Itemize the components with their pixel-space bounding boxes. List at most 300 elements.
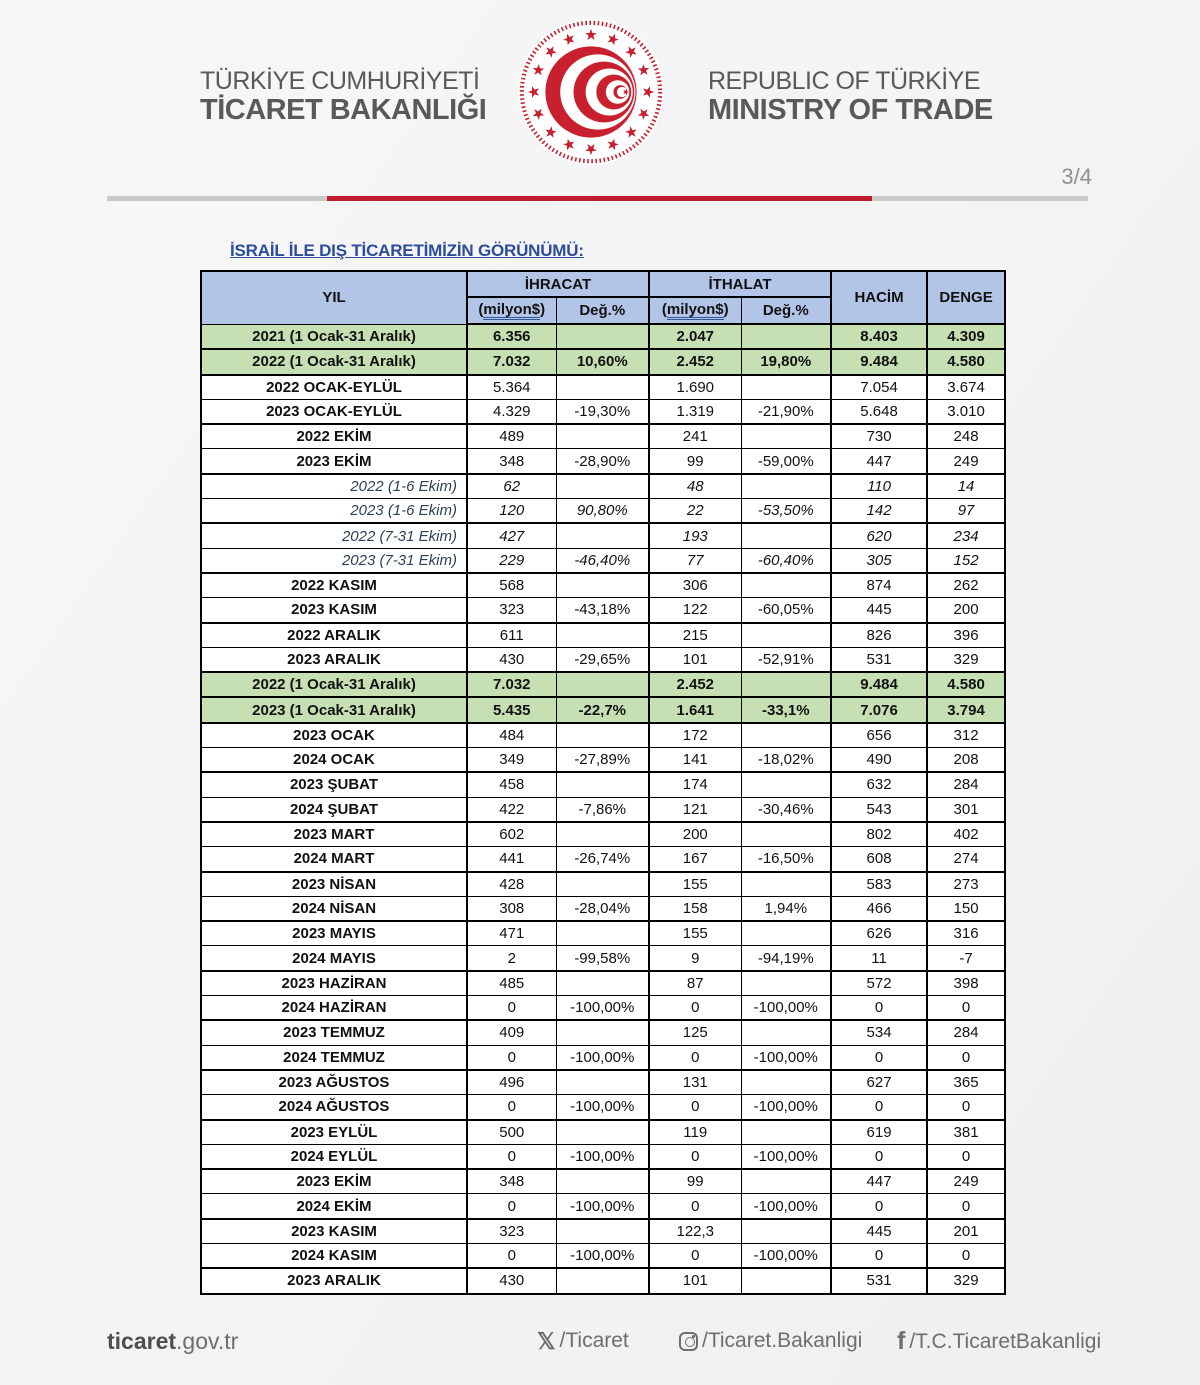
- cell-imports: 48: [649, 474, 741, 499]
- cell-exports-change: -99,58%: [556, 946, 649, 971]
- cell-exports: 323: [467, 598, 556, 623]
- table-row: [201, 723, 1005, 748]
- cell-exports-change: -22,7%: [556, 697, 649, 722]
- table-row: [201, 548, 1005, 573]
- cell-imports-change: [741, 872, 831, 897]
- cell-exports: 4.329: [467, 399, 556, 424]
- cell-exports: 120: [467, 499, 556, 524]
- cell-exports-change: [556, 772, 649, 797]
- cell-exports-change: [556, 822, 649, 847]
- cell-imports-change: -100,00%: [741, 1095, 831, 1120]
- cell-exports: 428: [467, 872, 556, 897]
- cell-imports: 9: [649, 946, 741, 971]
- cell-exports: 2: [467, 946, 556, 971]
- cell-balance: 201: [927, 1219, 1005, 1244]
- cell-period: 2024 MART: [201, 847, 467, 872]
- cell-exports: 0: [467, 1194, 556, 1219]
- cell-period: 2023 OCAK: [201, 723, 467, 748]
- cell-period: 2023 AĞUSTOS: [201, 1070, 467, 1095]
- cell-balance: 273: [927, 872, 1005, 897]
- cell-exports-change: -43,18%: [556, 598, 649, 623]
- instagram-handle-text: /Ticaret.Bakanligi: [702, 1329, 863, 1352]
- cell-imports-change: [741, 822, 831, 847]
- cell-period: 2022 (1 Ocak-31 Aralık): [201, 672, 467, 697]
- cell-period: 2024 AĞUSTOS: [201, 1095, 467, 1120]
- table-row: [201, 623, 1005, 648]
- table-row: [201, 647, 1005, 672]
- cell-exports: 229: [467, 548, 556, 573]
- cell-imports: 167: [649, 847, 741, 872]
- cell-balance: 0: [927, 996, 1005, 1021]
- cell-exports: 568: [467, 573, 556, 598]
- cell-imports-change: [741, 623, 831, 648]
- cell-volume: 0: [831, 996, 927, 1021]
- cell-volume: 656: [831, 723, 927, 748]
- cell-volume: 626: [831, 921, 927, 946]
- table-row: [201, 847, 1005, 872]
- cell-exports: 0: [467, 1045, 556, 1070]
- table-row: [201, 921, 1005, 946]
- cell-imports-change: -21,90%: [741, 399, 831, 424]
- cell-imports: 200: [649, 822, 741, 847]
- cell-imports-change: [741, 474, 831, 499]
- cell-volume: 8.403: [831, 324, 927, 349]
- brand-en-line1: REPUBLIC OF TÜRKİYE: [708, 67, 981, 95]
- cell-volume: 534: [831, 1020, 927, 1045]
- cell-volume: 543: [831, 797, 927, 822]
- cell-exports-change: 90,80%: [556, 499, 649, 524]
- cell-balance: 4.309: [927, 324, 1005, 349]
- cell-exports-change: [556, 523, 649, 548]
- cell-period: 2023 KASIM: [201, 1219, 467, 1244]
- cell-period: 2023 (7-31 Ekim): [201, 548, 467, 573]
- cell-exports: 409: [467, 1020, 556, 1045]
- cell-exports: 6.356: [467, 324, 556, 349]
- cell-period: 2022 ARALIK: [201, 623, 467, 648]
- cell-volume: 531: [831, 647, 927, 672]
- table-row: [201, 1045, 1005, 1070]
- cell-volume: 5.648: [831, 399, 927, 424]
- brand-tr-line2: TİCARET BAKANLIĞI: [200, 94, 487, 126]
- cell-imports-change: [741, 1070, 831, 1095]
- cell-imports: 122: [649, 598, 741, 623]
- cell-balance: 262: [927, 573, 1005, 598]
- cell-imports: 0: [649, 1194, 741, 1219]
- cell-imports-change: [741, 375, 831, 400]
- divider-line: [107, 196, 1088, 201]
- cell-exports-change: [556, 324, 649, 349]
- cell-volume: 9.484: [831, 672, 927, 697]
- cell-exports-change: [556, 375, 649, 400]
- cell-volume: 7.076: [831, 697, 927, 722]
- facebook-social-handle: [897, 1329, 1101, 1354]
- cell-exports: 323: [467, 1219, 556, 1244]
- cell-exports: 0: [467, 1243, 556, 1268]
- cell-volume: 447: [831, 449, 927, 474]
- column-header-imports: İTHALAT: [649, 271, 831, 297]
- cell-exports-change: -100,00%: [556, 1045, 649, 1070]
- cell-imports-change: -18,02%: [741, 748, 831, 773]
- cell-exports: 489: [467, 424, 556, 449]
- cell-imports-change: [741, 424, 831, 449]
- table-row: [201, 697, 1005, 722]
- cell-exports-change: -27,89%: [556, 748, 649, 773]
- cell-imports: 155: [649, 921, 741, 946]
- cell-balance: 0: [927, 1045, 1005, 1070]
- cell-imports-change: [741, 921, 831, 946]
- facebook-handle-text: /T.C.TicaretBakanligi: [909, 1329, 1102, 1353]
- cell-volume: 7.054: [831, 375, 927, 400]
- cell-imports-change: -16,50%: [741, 847, 831, 872]
- cell-imports: 2.452: [649, 349, 741, 374]
- column-header-balance: DENGE: [927, 271, 1005, 324]
- cell-exports: 602: [467, 822, 556, 847]
- trade-table-wrapper: [200, 270, 1004, 1295]
- cell-period: 2023 OCAK-EYLÜL: [201, 399, 467, 424]
- crescents: [545, 46, 636, 137]
- cell-imports: 193: [649, 523, 741, 548]
- cell-imports-change: 19,80%: [741, 349, 831, 374]
- cell-exports: 7.032: [467, 349, 556, 374]
- instagram-icon: [679, 1332, 698, 1351]
- footer: [0, 1322, 1200, 1362]
- cell-balance: 208: [927, 748, 1005, 773]
- cell-period: 2024 KASIM: [201, 1243, 467, 1268]
- cell-period: 2023 NİSAN: [201, 872, 467, 897]
- cell-balance: 97: [927, 499, 1005, 524]
- cell-imports-change: -100,00%: [741, 1194, 831, 1219]
- cell-volume: 0: [831, 1194, 927, 1219]
- table-row: [201, 1070, 1005, 1095]
- cell-period: 2024 MAYIS: [201, 946, 467, 971]
- table-row: [201, 1219, 1005, 1244]
- cell-exports-change: -29,65%: [556, 647, 649, 672]
- cell-volume: 632: [831, 772, 927, 797]
- cell-balance: 200: [927, 598, 1005, 623]
- cell-exports-change: [556, 424, 649, 449]
- table-row: [201, 872, 1005, 897]
- brand-en-line2: MINISTRY OF TRADE: [708, 94, 993, 126]
- cell-imports-change: [741, 971, 831, 996]
- cell-period: 2022 (1 Ocak-31 Aralık): [201, 349, 467, 374]
- cell-exports-change: [556, 1020, 649, 1045]
- cell-imports: 172: [649, 723, 741, 748]
- cell-exports-change: -7,86%: [556, 797, 649, 822]
- cell-period: 2023 KASIM: [201, 598, 467, 623]
- cell-balance: 4.580: [927, 349, 1005, 374]
- cell-exports: 5.364: [467, 375, 556, 400]
- x-social-handle: [537, 1329, 629, 1353]
- cell-exports: 485: [467, 971, 556, 996]
- cell-volume: 627: [831, 1070, 927, 1095]
- cell-exports-change: [556, 723, 649, 748]
- cell-balance: 284: [927, 1020, 1005, 1045]
- page-number: 3/4: [1061, 164, 1092, 189]
- table-row: [201, 1144, 1005, 1169]
- cell-exports-change: -100,00%: [556, 1194, 649, 1219]
- cell-imports: 99: [649, 449, 741, 474]
- column-header-volume: HACİM: [831, 271, 927, 324]
- cell-imports: 0: [649, 1095, 741, 1120]
- cell-exports-change: [556, 1120, 649, 1145]
- cell-balance: 152: [927, 548, 1005, 573]
- cell-balance: 312: [927, 723, 1005, 748]
- cell-exports-change: -19,30%: [556, 399, 649, 424]
- cell-exports-change: -100,00%: [556, 996, 649, 1021]
- table-row: [201, 1120, 1005, 1145]
- column-header-exports-unit: (milyon$): [467, 297, 556, 324]
- cell-balance: 316: [927, 921, 1005, 946]
- cell-exports: 0: [467, 1144, 556, 1169]
- cell-imports-change: -30,46%: [741, 797, 831, 822]
- cell-volume: 0: [831, 1095, 927, 1120]
- cell-imports: 87: [649, 971, 741, 996]
- cell-balance: 150: [927, 896, 1005, 921]
- cell-imports-change: [741, 1120, 831, 1145]
- cell-period: 2023 MAYIS: [201, 921, 467, 946]
- table-row: [201, 1243, 1005, 1268]
- cell-exports: 458: [467, 772, 556, 797]
- cell-imports: 131: [649, 1070, 741, 1095]
- cell-volume: 0: [831, 1144, 927, 1169]
- cell-exports-change: -100,00%: [556, 1144, 649, 1169]
- cell-imports-change: -100,00%: [741, 1045, 831, 1070]
- x-handle-text: /Ticaret: [559, 1329, 629, 1352]
- cell-exports-change: -100,00%: [556, 1095, 649, 1120]
- cell-balance: 0: [927, 1144, 1005, 1169]
- cell-imports: 2.452: [649, 672, 741, 697]
- cell-imports: 0: [649, 996, 741, 1021]
- cell-period: 2023 HAZİRAN: [201, 971, 467, 996]
- cell-imports-change: [741, 523, 831, 548]
- cell-balance: 329: [927, 1268, 1005, 1293]
- cell-volume: 466: [831, 896, 927, 921]
- cell-period: 2024 OCAK: [201, 748, 467, 773]
- instagram-social-handle: [679, 1329, 862, 1353]
- website-url: ticaret.gov.tr: [107, 1328, 239, 1354]
- cell-imports: 141: [649, 748, 741, 773]
- cell-volume: 305: [831, 548, 927, 573]
- cell-exports: 500: [467, 1120, 556, 1145]
- cell-period: 2024 ŞUBAT: [201, 797, 467, 822]
- cell-imports: 0: [649, 1243, 741, 1268]
- column-header-year: YIL: [201, 271, 467, 324]
- cell-imports: 306: [649, 573, 741, 598]
- cell-exports-change: [556, 1219, 649, 1244]
- cell-imports-change: [741, 723, 831, 748]
- cell-period: 2021 (1 Ocak-31 Aralık): [201, 324, 467, 349]
- ministry-of-trade-logo-icon: [515, 16, 667, 168]
- cell-exports: 348: [467, 1169, 556, 1194]
- cell-exports-change: [556, 573, 649, 598]
- cell-imports: 99: [649, 1169, 741, 1194]
- cell-volume: 142: [831, 499, 927, 524]
- cell-volume: 11: [831, 946, 927, 971]
- cell-balance: 274: [927, 847, 1005, 872]
- cell-exports: 62: [467, 474, 556, 499]
- table-row: [201, 598, 1005, 623]
- cell-imports: 2.047: [649, 324, 741, 349]
- cell-exports-change: [556, 623, 649, 648]
- cell-exports-change: -28,90%: [556, 449, 649, 474]
- cell-volume: 0: [831, 1045, 927, 1070]
- table-row: [201, 946, 1005, 971]
- cell-balance: 0: [927, 1243, 1005, 1268]
- cell-imports-change: -100,00%: [741, 1243, 831, 1268]
- table-row: [201, 996, 1005, 1021]
- table-row: [201, 1020, 1005, 1045]
- cell-imports: 101: [649, 647, 741, 672]
- table-row: [201, 375, 1005, 400]
- table-row: [201, 896, 1005, 921]
- table-row: [201, 399, 1005, 424]
- facebook-icon: f: [897, 1327, 906, 1355]
- cell-exports: 349: [467, 748, 556, 773]
- cell-imports-change: [741, 1169, 831, 1194]
- cell-volume: 583: [831, 872, 927, 897]
- cell-exports-change: [556, 672, 649, 697]
- table-body: [201, 324, 1005, 1294]
- cell-imports-change: -100,00%: [741, 1144, 831, 1169]
- cell-period: 2023 ŞUBAT: [201, 772, 467, 797]
- cell-period: 2022 (7-31 Ekim): [201, 523, 467, 548]
- cell-exports: 430: [467, 1268, 556, 1293]
- cell-imports: 174: [649, 772, 741, 797]
- table-row: [201, 324, 1005, 349]
- cell-exports: 471: [467, 921, 556, 946]
- cell-volume: 826: [831, 623, 927, 648]
- cell-imports: 155: [649, 872, 741, 897]
- cell-period: 2022 EKİM: [201, 424, 467, 449]
- cell-balance: 381: [927, 1120, 1005, 1145]
- cell-period: 2023 EYLÜL: [201, 1120, 467, 1145]
- cell-exports-change: [556, 971, 649, 996]
- cell-exports-change: -100,00%: [556, 1243, 649, 1268]
- cell-balance: 0: [927, 1194, 1005, 1219]
- table-row: [201, 772, 1005, 797]
- cell-volume: 608: [831, 847, 927, 872]
- cell-balance: 3.674: [927, 375, 1005, 400]
- cell-exports: 430: [467, 647, 556, 672]
- cell-volume: 445: [831, 1219, 927, 1244]
- cell-balance: 249: [927, 449, 1005, 474]
- cell-exports-change: 10,60%: [556, 349, 649, 374]
- cell-period: 2023 ARALIK: [201, 1268, 467, 1293]
- cell-period: 2023 (1 Ocak-31 Aralık): [201, 697, 467, 722]
- table-row: [201, 1095, 1005, 1120]
- cell-imports-change: -53,50%: [741, 499, 831, 524]
- cell-imports: 0: [649, 1045, 741, 1070]
- cell-exports-change: -26,74%: [556, 847, 649, 872]
- table-row: [201, 971, 1005, 996]
- table-row: [201, 1169, 1005, 1194]
- cell-imports-change: [741, 772, 831, 797]
- cell-imports: 1.690: [649, 375, 741, 400]
- cell-imports: 121: [649, 797, 741, 822]
- cell-balance: 396: [927, 623, 1005, 648]
- divider-line-red-segment: [327, 196, 872, 201]
- cell-imports: 158: [649, 896, 741, 921]
- table-row: [201, 474, 1005, 499]
- cell-period: 2022 OCAK-EYLÜL: [201, 375, 467, 400]
- cell-balance: 301: [927, 797, 1005, 822]
- brand-turkish: [200, 67, 486, 125]
- cell-period: 2024 HAZİRAN: [201, 996, 467, 1021]
- cell-volume: 572: [831, 971, 927, 996]
- cell-imports: 0: [649, 1144, 741, 1169]
- cell-balance: 249: [927, 1169, 1005, 1194]
- table-row: [201, 424, 1005, 449]
- cell-exports-change: [556, 1070, 649, 1095]
- cell-balance: 234: [927, 523, 1005, 548]
- cell-volume: 619: [831, 1120, 927, 1145]
- cell-imports: 77: [649, 548, 741, 573]
- cell-volume: 802: [831, 822, 927, 847]
- cell-balance: 14: [927, 474, 1005, 499]
- cell-imports: 215: [649, 623, 741, 648]
- cell-period: 2024 EYLÜL: [201, 1144, 467, 1169]
- table-row: [201, 449, 1005, 474]
- cell-imports: 122,3: [649, 1219, 741, 1244]
- cell-imports-change: [741, 1219, 831, 1244]
- table-row: [201, 499, 1005, 524]
- cell-volume: 490: [831, 748, 927, 773]
- cell-volume: 110: [831, 474, 927, 499]
- table-row: [201, 1268, 1005, 1293]
- table-row: [201, 797, 1005, 822]
- cell-imports-change: 1,94%: [741, 896, 831, 921]
- cell-volume: 0: [831, 1243, 927, 1268]
- cell-balance: 284: [927, 772, 1005, 797]
- cell-period: 2023 ARALIK: [201, 647, 467, 672]
- table-header: [201, 271, 1005, 324]
- cell-imports-change: -59,00%: [741, 449, 831, 474]
- column-header-imports-unit: (milyon$): [649, 297, 741, 324]
- cell-period: 2024 EKİM: [201, 1194, 467, 1219]
- cell-exports: 0: [467, 1095, 556, 1120]
- cell-imports-change: -100,00%: [741, 996, 831, 1021]
- x-twitter-icon: 𝕏: [537, 1327, 556, 1354]
- brand-english: [708, 67, 993, 125]
- cell-exports-change: [556, 921, 649, 946]
- cell-volume: 445: [831, 598, 927, 623]
- cell-balance: 3.010: [927, 399, 1005, 424]
- table-row: [201, 523, 1005, 548]
- cell-period: 2024 NİSAN: [201, 896, 467, 921]
- section-title: İSRAİL İLE DIŞ TİCARETİMİZİN GÖRÜNÜMÜ:: [230, 241, 584, 260]
- cell-balance: 0: [927, 1095, 1005, 1120]
- table-row: [201, 822, 1005, 847]
- cell-imports-change: -33,1%: [741, 697, 831, 722]
- cell-balance: 3.794: [927, 697, 1005, 722]
- cell-exports: 422: [467, 797, 556, 822]
- cell-imports-change: [741, 1268, 831, 1293]
- cell-exports: 611: [467, 623, 556, 648]
- cell-imports: 1.641: [649, 697, 741, 722]
- cell-period: 2022 (1-6 Ekim): [201, 474, 467, 499]
- cell-exports: 348: [467, 449, 556, 474]
- cell-imports: 101: [649, 1268, 741, 1293]
- cell-period: 2023 MART: [201, 822, 467, 847]
- column-header-exports-change: Değ.%: [556, 297, 649, 324]
- cell-volume: 9.484: [831, 349, 927, 374]
- cell-balance: 402: [927, 822, 1005, 847]
- cell-volume: 531: [831, 1268, 927, 1293]
- cell-exports: 0: [467, 996, 556, 1021]
- cell-imports-change: [741, 672, 831, 697]
- column-header-imports-change: Değ.%: [741, 297, 831, 324]
- cell-exports-change: -46,40%: [556, 548, 649, 573]
